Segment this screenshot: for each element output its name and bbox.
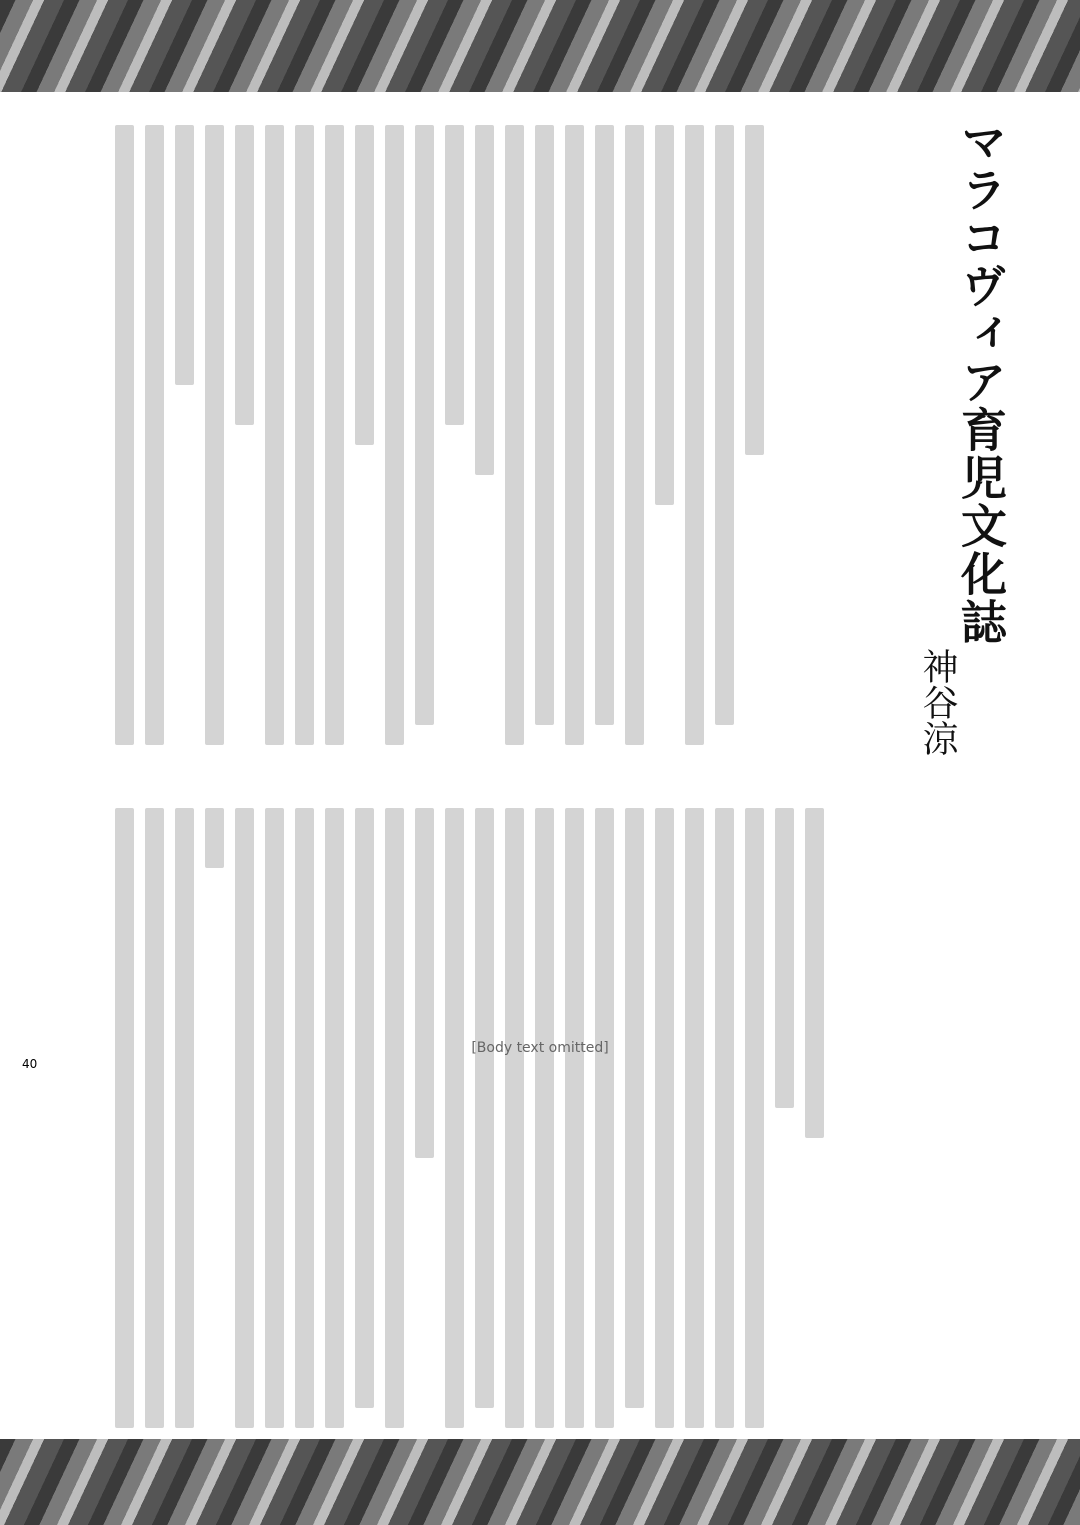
text-column-placeholder bbox=[565, 808, 584, 1428]
text-column-placeholder bbox=[475, 808, 494, 1408]
text-column-placeholder bbox=[325, 125, 344, 745]
text-column-placeholder bbox=[175, 125, 194, 385]
author-name: 神谷涼 bbox=[917, 648, 958, 756]
text-column-placeholder bbox=[625, 125, 644, 745]
text-column-placeholder bbox=[265, 125, 284, 745]
text-column-placeholder bbox=[415, 125, 434, 725]
text-column-placeholder bbox=[535, 808, 554, 1428]
text-column-placeholder bbox=[775, 808, 794, 1108]
text-column-placeholder bbox=[685, 125, 704, 745]
text-column-placeholder bbox=[325, 808, 344, 1428]
text-column-placeholder bbox=[115, 808, 134, 1428]
text-column-placeholder bbox=[115, 125, 134, 745]
text-column-placeholder bbox=[475, 125, 494, 475]
text-column-placeholder bbox=[655, 125, 674, 505]
text-column-placeholder bbox=[805, 808, 824, 1138]
text-column-placeholder bbox=[715, 808, 734, 1428]
text-column-placeholder bbox=[715, 125, 734, 725]
text-column-placeholder bbox=[355, 808, 374, 1408]
text-column-placeholder bbox=[175, 808, 194, 1428]
text-column-placeholder bbox=[625, 808, 644, 1408]
text-column-placeholder bbox=[385, 125, 404, 745]
text-column-placeholder bbox=[745, 125, 764, 455]
text-column-placeholder bbox=[685, 808, 704, 1428]
text-column-placeholder bbox=[745, 808, 764, 1428]
article-title: マラコヴィア育児文化誌 bbox=[954, 118, 1008, 646]
text-column-placeholder bbox=[505, 125, 524, 745]
redaction-notice: [Body text omitted] bbox=[471, 1040, 609, 1056]
text-column-placeholder bbox=[415, 808, 434, 1158]
text-column-placeholder bbox=[145, 125, 164, 745]
text-column-placeholder bbox=[655, 808, 674, 1428]
header-illustration-band bbox=[0, 0, 1080, 92]
text-column-placeholder bbox=[205, 125, 224, 745]
text-column-placeholder bbox=[385, 808, 404, 1428]
text-column-placeholder bbox=[235, 125, 254, 425]
text-column-placeholder bbox=[355, 125, 374, 445]
text-column-placeholder bbox=[595, 808, 614, 1428]
text-block-lower bbox=[115, 808, 824, 1428]
text-column-placeholder bbox=[205, 808, 224, 868]
text-column-placeholder bbox=[565, 125, 584, 745]
text-column-placeholder bbox=[145, 808, 164, 1428]
text-column-placeholder bbox=[445, 125, 464, 425]
text-column-placeholder bbox=[295, 125, 314, 745]
text-column-placeholder bbox=[445, 808, 464, 1428]
text-column-placeholder bbox=[535, 125, 554, 725]
page-number: 40 bbox=[22, 1057, 38, 1071]
text-column-placeholder bbox=[235, 808, 254, 1428]
text-column-placeholder bbox=[595, 125, 614, 725]
text-column-placeholder bbox=[295, 808, 314, 1428]
text-block-upper bbox=[115, 125, 764, 745]
text-column-placeholder bbox=[505, 808, 524, 1428]
text-column-placeholder bbox=[265, 808, 284, 1428]
footer-illustration-band bbox=[0, 1439, 1080, 1525]
